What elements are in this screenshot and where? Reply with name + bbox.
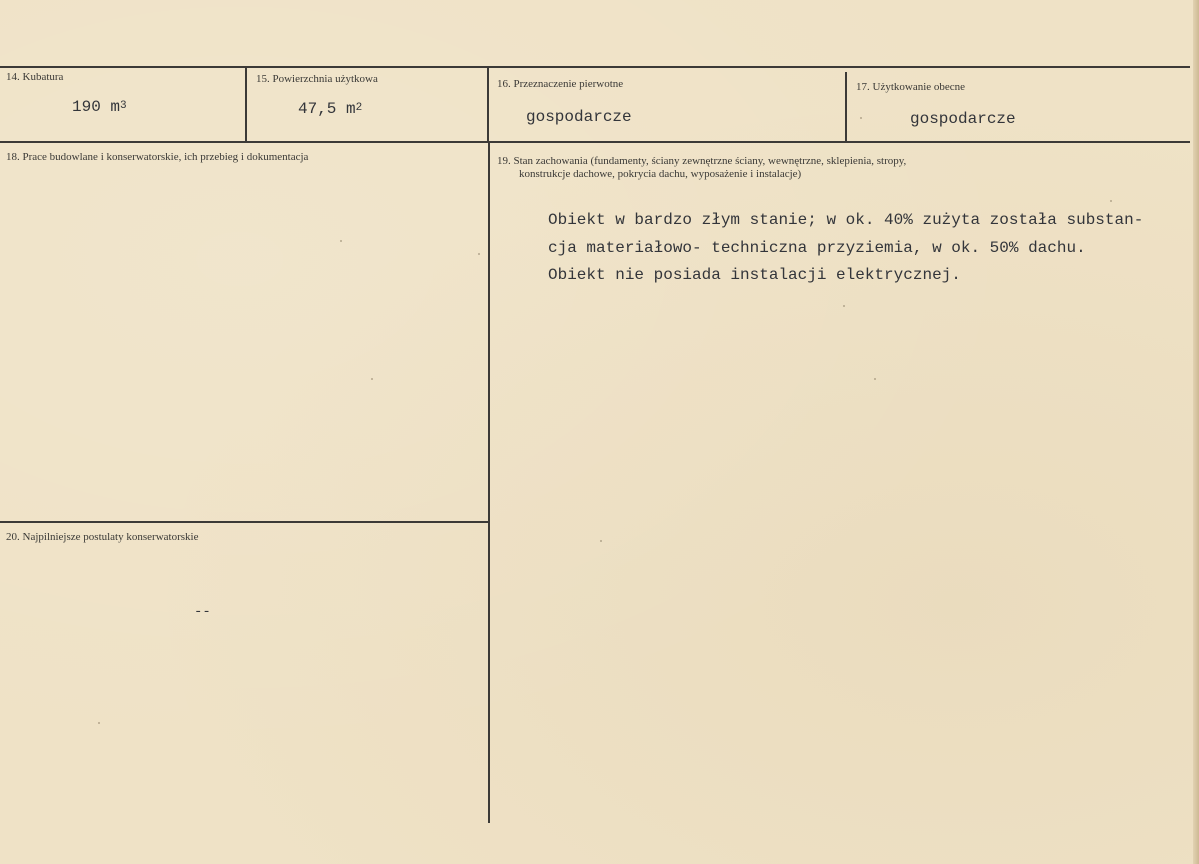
stan-text-line-3: Obiekt nie posiada instalacji elektrycznej. bbox=[548, 266, 961, 284]
prace-label: 18. Prace budowlane i konserwatorskie, ich przebieg i dokumentacja bbox=[6, 151, 309, 163]
divider-15-16 bbox=[487, 66, 489, 143]
stan-label-line2: konstrukcje dachowe, pokrycia dachu, wyposażenie i instalacje) bbox=[519, 168, 802, 180]
lower-left-rule bbox=[0, 521, 489, 523]
przeznaczenie-value: gospodarcze bbox=[526, 108, 632, 126]
powierzchnia-exponent: 2 bbox=[355, 102, 363, 114]
divider-14-15 bbox=[245, 66, 247, 143]
paper-speck bbox=[1110, 200, 1112, 202]
powierzchnia-value bbox=[298, 100, 362, 120]
paper-speck bbox=[600, 540, 602, 542]
divider-16-17 bbox=[845, 72, 847, 143]
uzytkowanie-value: gospodarcze bbox=[910, 110, 1016, 128]
powierzchnia-number: 47,5 m bbox=[298, 100, 356, 118]
main-vertical-divider bbox=[488, 141, 490, 823]
paper-speck bbox=[371, 378, 373, 380]
top-rule bbox=[0, 66, 1190, 68]
card-edge bbox=[1193, 0, 1199, 864]
paper-speck bbox=[860, 117, 862, 119]
paper-speck bbox=[843, 305, 845, 307]
kubatura-value bbox=[72, 98, 127, 118]
stan-text-line-2: cja materiałowo- techniczna przyziemia, w ok. 50% dachu. bbox=[548, 239, 1086, 257]
kubatura-exponent: 3 bbox=[120, 100, 127, 112]
powierzchnia-label: 15. Powierzchnia użytkowa bbox=[256, 73, 378, 85]
kubatura-label: 14. Kubatura bbox=[6, 71, 64, 83]
paper-speck bbox=[98, 722, 100, 724]
kubatura-number: 190 m bbox=[72, 98, 121, 116]
stan-label-line1: 19. Stan zachowania (fundamenty, ściany zewnętrzne ściany, wewnętrzne, sklepienia, stropy, bbox=[497, 155, 907, 167]
postulaty-label: 20. Najpilniejsze postulaty konserwatorskie bbox=[6, 531, 199, 543]
uzytkowanie-label: 17. Użytkowanie obecne bbox=[856, 81, 966, 93]
paper-speck bbox=[478, 253, 480, 255]
przeznaczenie-label: 16. Przeznaczenie pierwotne bbox=[497, 78, 624, 90]
second-rule bbox=[0, 141, 1190, 143]
stan-text-line-1: Obiekt w bardzo złym stanie; w ok. 40% zużyta została substan- bbox=[548, 211, 1144, 229]
paper-speck bbox=[340, 240, 342, 242]
postulaty-value: -- bbox=[194, 604, 211, 620]
paper-speck bbox=[874, 378, 876, 380]
